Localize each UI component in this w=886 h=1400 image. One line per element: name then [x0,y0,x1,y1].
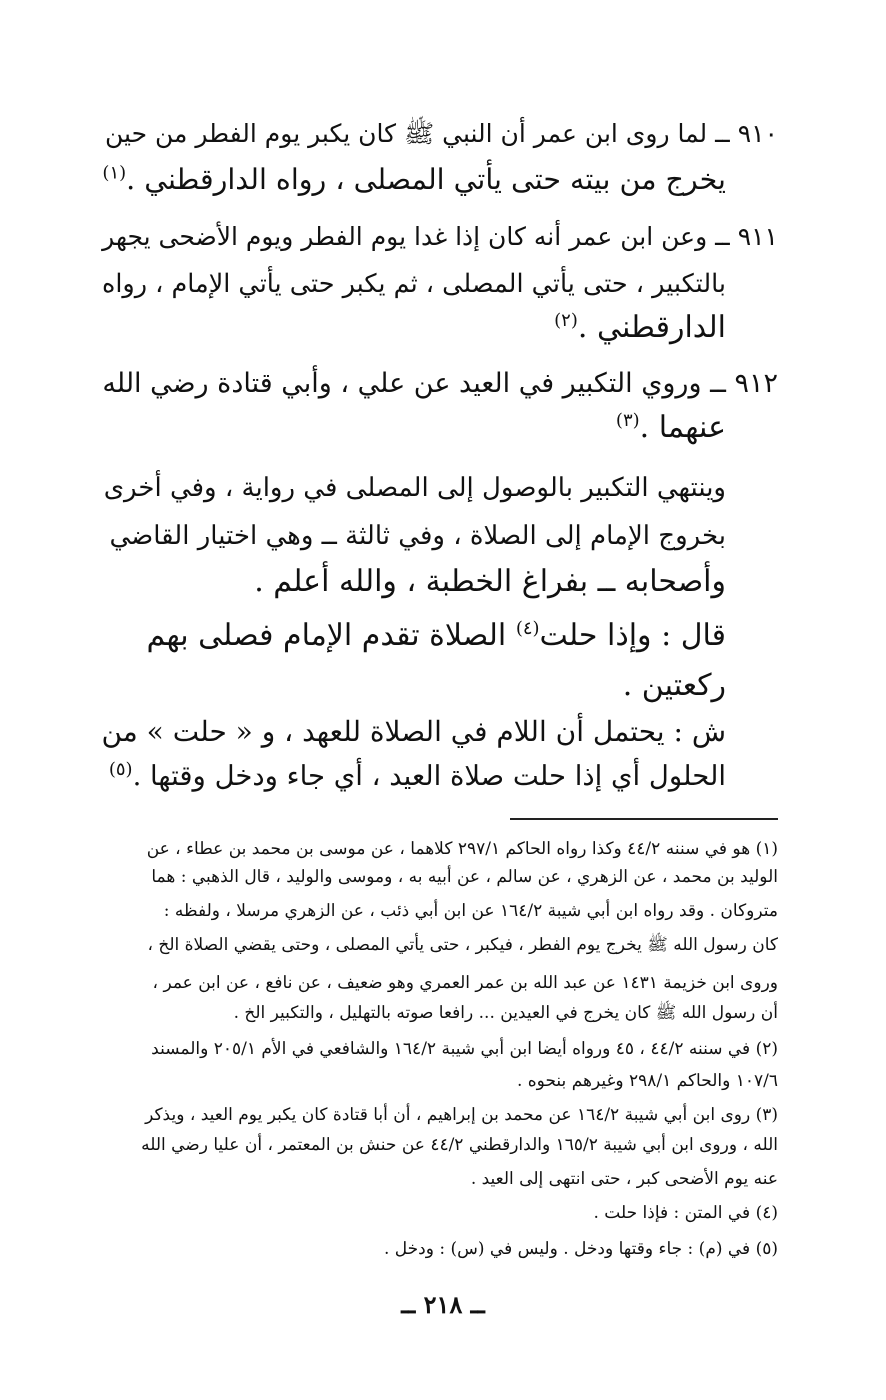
paragraph-3-text: الحلول أي إذا حلت صلاة العيد ، أي جاء ودخل وقتها . [132,760,726,792]
entry-910-text: يخرج من بيته حتى يأتي المصلى ، رواه الدارقطني . [126,163,726,196]
footnote-separator [510,818,778,820]
footnote-1-line-1: (١) هو في سننه ٤٤/٢ وكذا رواه الحاكم ٢٩٧/١ كلاهما ، عن موسى بن محمد بن عطاء ، عن [146,839,778,859]
footnote-1-line-2: الوليد بن محمد ، عن الزهري ، عن سالم ، عن أبيه به ، وموسى والوليد ، قال الذهبي : هما [151,867,778,887]
footnote-1-line-6: أن رسول الله ﷺ كان يخرج في العيدين ... رافعا صوته بالتهليل ، والتكبير الخ . [233,1003,778,1023]
footnote-2-line-1: (٢) في سننه ٤٤/٢ ، ٤٥ ورواه أيضا ابن أبي شيبة ١٦٤/٢ والشافعي في الأم ٢٠٥/١ والمسند [151,1039,778,1059]
paragraph-1-line-2: بخروج الإمام إلى الصلاة ، وفي ثالثة ــ وهي اختيار القاضي [109,521,726,551]
entry-912-line-2 [616,406,726,450]
footnote-ref-4: (٤) [515,618,540,639]
footnote-ref-5: (٥) [108,758,133,780]
footnote-5: (٥) في (م) : جاء وقتها ودخل . وليس في (س) : ودخل . [383,1239,778,1259]
paragraph-1-line-3: وأصحابه ــ بفراغ الخطبة ، والله أعلم . [254,564,726,599]
paragraph-1-line-1: وينتهي التكبير بالوصول إلى المصلى في رواية ، وفي أخرى [103,473,726,503]
paragraph-3-line-2 [109,754,726,798]
paragraph-2-text-b: الصلاة تقدم الإمام فصلى بهم [146,618,516,653]
entry-911-line-1: ٩١١ ــ وعن ابن عمر أنه كان إذا غدا يوم الفطر ويوم الأضحى يجهر [102,222,778,251]
paragraph-2-line-2: ركعتين . [622,668,726,703]
footnote-1-line-4: كان رسول الله ﷺ يخرج يوم الفطر ، فيكبر ، حتى يأتي المصلى ، وحتى يقضي الصلاة الخ ، [147,935,778,955]
footnote-ref-3: (٣) [615,410,640,431]
entry-910-line-2 [102,158,726,202]
footnote-ref-1: (١) [102,162,127,184]
paragraph-2-text-a: قال : وإذا حلت [539,618,726,653]
entry-912-text: عنهما . [639,410,726,445]
footnote-3-line-3: عنه يوم الأضحى كبر ، حتى انتهى إلى العيد . [470,1169,778,1189]
entry-912-line-1: ٩١٢ ــ وروي التكبير في العيد عن علي ، وأبي قتادة رضي الله [102,368,778,399]
footnote-1-line-3: متروكان . وقد رواه ابن أبي شيبة ١٦٤/٢ عن ابن أبي ذئب ، عن الزهري مرسلا ، ولفظه : [163,901,778,921]
footnote-ref-2: (٢) [554,310,578,331]
entry-911-line-2: بالتكبير ، حتى يأتي المصلى ، ثم يكبر حتى يأتي الإمام ، رواه [101,269,726,299]
paragraph-3-line-1: ش : يحتمل أن اللام في الصلاة للعهد ، و « حلت » من [101,715,726,748]
footnote-4: (٤) في المتن : فإذا حلت . [593,1203,778,1223]
footnote-3-line-2: الله ، وروى ابن أبي شيبة ١٦٥/٢ والدارقطني ٤٤/٢ عن حنش بن المعتمر ، أن عليا رضي الله [141,1135,778,1155]
page-number: ــ ٢١٨ ــ [401,1290,485,1319]
footnote-2-line-2: ١٠٧/٦ والحاكم ٢٩٨/١ وغيرهم بنحوه . [516,1071,778,1091]
footnote-3-line-1: (٣) روى ابن أبي شيبة ١٦٤/٢ عن محمد بن إبراهيم ، أن أبا قتادة كان يكبر يوم العيد ، ويذكر [145,1105,778,1125]
entry-911-text: الدارقطني . [577,310,726,345]
entry-910-line-1: ٩١٠ ــ لما روى ابن عمر أن النبي ﷺ كان يكبر يوم الفطر من حين [105,119,778,148]
paragraph-2-line-1 [147,614,727,658]
footnote-1-line-5: وروى ابن خزيمة ١٤٣١ عن عبد الله بن عمر العمري وهو ضعيف ، عن نافع ، عن ابن عمر ، [152,973,778,993]
entry-911-line-3 [554,306,726,350]
